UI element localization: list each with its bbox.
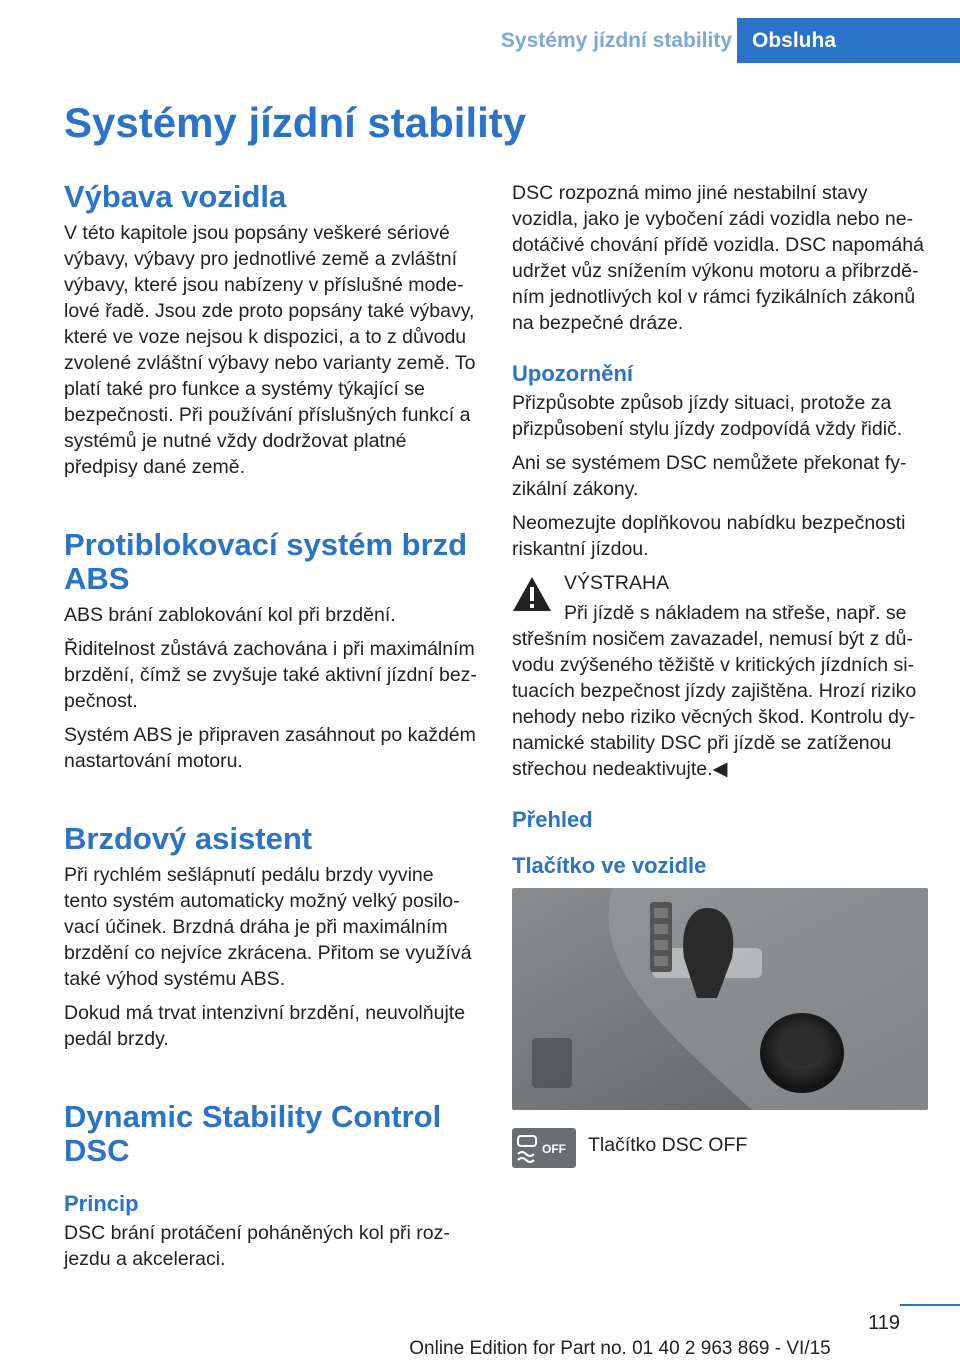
principle-continued-paragraph: DSC rozpozná mimo jiné nestabilní stavy vozidla, jako je vybočení zádi vozidla nebo nedotáčivé chování přídě vozidla. DSC napomáhá udržet vůz snížením výkonu motoru a přibrzděním jednotlivých kol v rámci fyzikálních zákonů na bezpečné dráze. <box>512 182 924 334</box>
center-console-photo <box>512 888 928 1110</box>
heading-overview: Přehled <box>512 807 593 832</box>
abs-paragraph-3: Systém ABS je připraven zasáhnout po každém nastartování motoru. <box>64 724 476 772</box>
dsc-off-icon-label: OFF <box>542 1142 566 1156</box>
brake-assist-paragraph-1: Při rychlém sešlápnutí pedálu brzdy vyvine tento systém automaticky možný velký posilovací účinek. Brzdná dráha je při maximálním brzdění co nejvíce zkrácena. Přitom se využívá také výhod systému ABS. <box>64 864 472 990</box>
notice-paragraph-1: Přizpůsobte způsob jízdy situaci, protože za přizpůsobení stylu jízdy zodpovídá vždy řidič. <box>512 392 903 440</box>
warning-title: VÝSTRAHA <box>564 572 670 594</box>
right-column <box>512 180 928 1172</box>
header-tab-obsluha[interactable]: Obsluha <box>737 18 960 63</box>
brake-assist-paragraph-2: Dokud má trvat intenzivní brzdění, neuvolňujte pedál brzdy. <box>64 1002 466 1050</box>
warning-triangle-icon <box>512 576 552 612</box>
principle-paragraph: DSC brání protáčení poháněných kol při rozjezdu a akceleraci. <box>64 1222 450 1270</box>
left-column <box>64 180 480 1280</box>
warning-block <box>512 570 928 596</box>
dsc-off-caption: Tlačítko DSC OFF <box>588 1134 748 1156</box>
page-number: 119 <box>868 1312 900 1334</box>
page-title: Systémy jízdní stability <box>64 99 527 146</box>
notice-paragraph-3: Neomezujte doplňkovou nabídku bezpečnosti riskantní jízdou. <box>512 512 906 560</box>
heading-notice: Upozornění <box>512 361 633 386</box>
warning-text: Při jízdě s nákladem na střeše, např. se střešním nosičem zavazadel, nemusí být z důvodu zvýšeného těžiště v kritických jízdních situacích bezpečnost jízdy zajištěna. Hrozí riziko nehody nebo riziko věcných škod. Kontrolu dynamické stability DSC při jízdě se zatíženou střechou nedeaktivujte.◀ <box>512 602 917 780</box>
dsc-off-button-icon <box>512 1128 576 1168</box>
heading-equipment: Výbava vozidla <box>64 179 287 214</box>
equipment-paragraph: V této kapitole jsou popsány veškeré sériové výbavy, výbavy pro jednotlivé země a zvláštní výbavy, které jsou nabízeny v příslušné modelové řadě. Jsou zde proto popsány také výbavy, které ve voze nejsou k dispozici, a to z důvodu zvolené zvláštní výbavy nebo varianty země. To platí také pro funkce a systémy týkající se bezpečnosti. Při používání příslušných funkcí a systémů je nutné vždy dodržovat platné předpisy dané země. <box>64 222 476 478</box>
footer-accent-line <box>900 1304 960 1306</box>
heading-brake-assist: Brzdový asistent <box>64 821 313 856</box>
footer-edition-text: Online Edition for Part no. 01 40 2 963 869 - VI/15 <box>409 1338 831 1359</box>
heading-button-in-vehicle: Tlačítko ve vozidle <box>512 853 707 878</box>
heading-dsc: Dynamic Stability Control DSC <box>64 1099 442 1168</box>
heading-principle: Princip <box>64 1191 139 1216</box>
notice-paragraph-2: Ani se systémem DSC nemůžete překonat fyzikální zákony. <box>512 452 907 500</box>
heading-abs: Protiblokovací systém brzd ABS <box>64 527 468 596</box>
header-section-title: Systémy jízdní stability <box>500 29 732 52</box>
abs-paragraph-1: ABS brání zablokování kol při brzdění. <box>64 604 396 626</box>
dsc-off-caption-row <box>512 1128 928 1172</box>
abs-paragraph-2: Řiditelnost zůstává zachována i při maximálním brzdění, čímž se zvyšuje také aktivní jízdní bezpečnost. <box>64 638 477 712</box>
footer-edition <box>0 1338 960 1360</box>
